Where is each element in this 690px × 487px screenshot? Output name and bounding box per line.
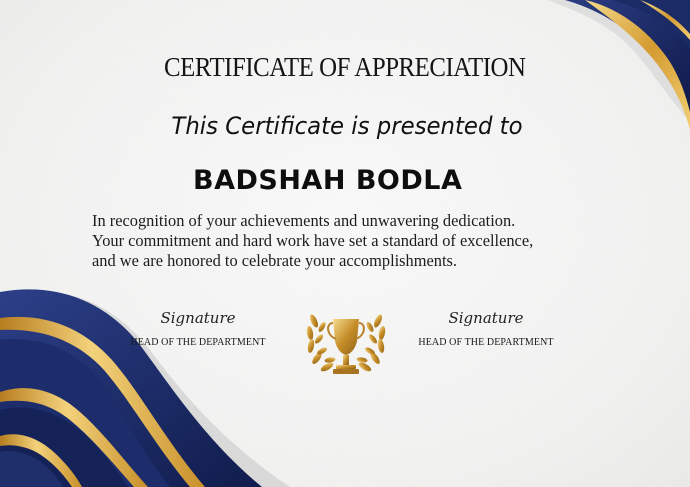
signature-script: Signature [448,309,524,327]
certificate-title: CERTIFICATE OF APPRECIATION [164,52,526,82]
recognition-text [92,211,602,271]
signature-block-right [401,306,571,348]
recognition-line: In recognition of your achievements and unwavering dedication. [92,211,516,230]
recognition-line: Your commitment and hard work have set a standard of excellence, [92,231,534,250]
recipient-name: BADSHAH BODLA [193,165,463,196]
signature-role: HEAD OF THE DEPARTMENT [418,337,554,348]
signature-role: HEAD OF THE DEPARTMENT [130,337,266,348]
recognition-line: and we are honored to celebrate your accomplishments. [92,251,458,270]
signature-script: Signature [160,309,236,327]
trophy-laurel-icon [300,305,392,381]
certificate-subtitle: This Certificate is presented to [171,112,523,140]
signature-block-left [113,306,283,348]
